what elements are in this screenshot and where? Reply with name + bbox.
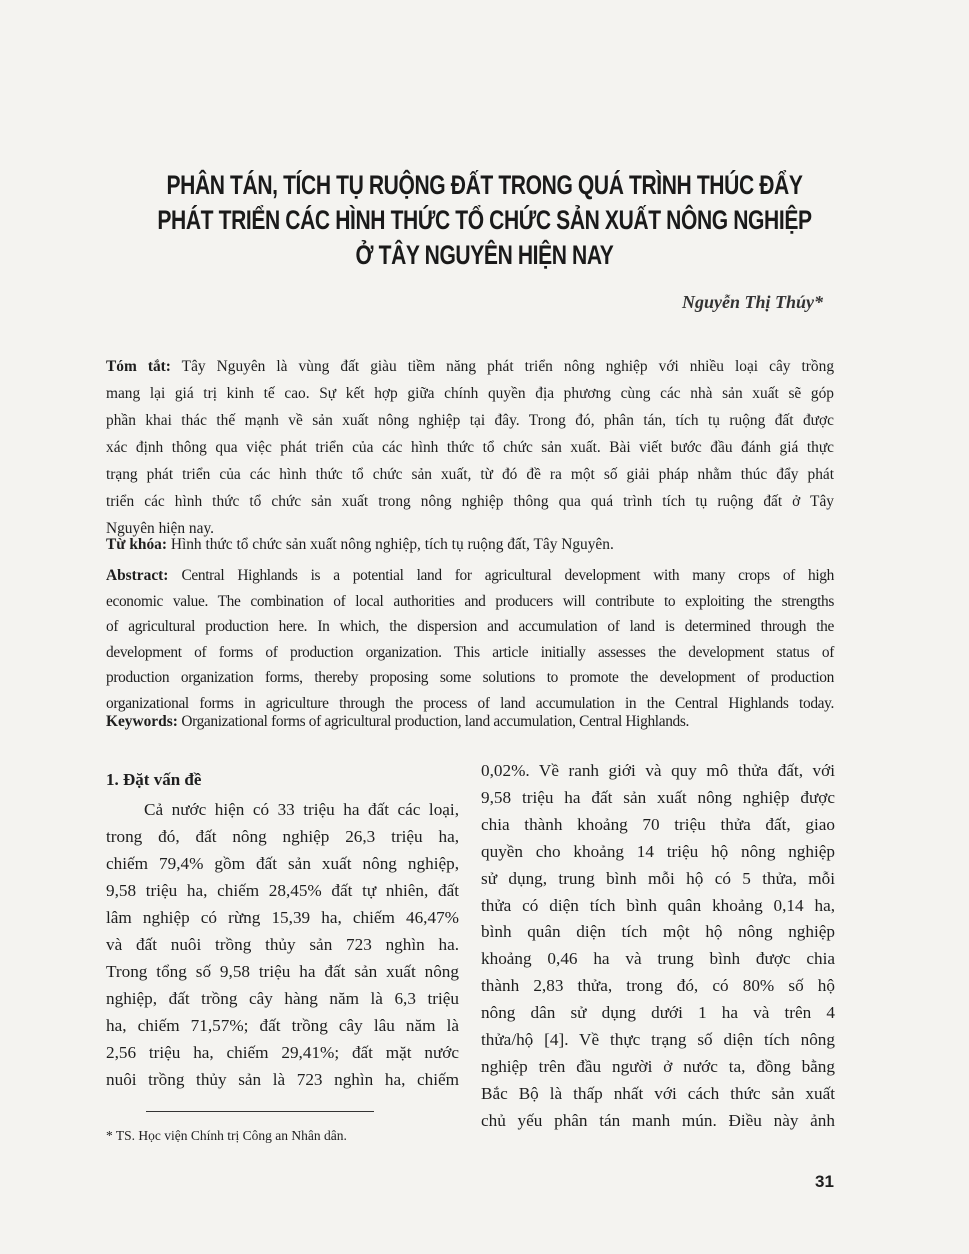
text-line [481,1000,835,1027]
text-line [106,877,459,904]
footnote: * TS. Học viện Chính trị Công an Nhân dân. [106,1128,347,1143]
text-line [106,407,834,434]
text-line [481,866,835,893]
keywords-vietnamese [106,531,834,558]
title-line: PHÁT TRIỂN CÁC HÌNH THỨC TỔ CHỨC SẢN XUẤT NÔNG NGHIỆP [157,205,812,235]
text-line [481,1054,835,1081]
text-line [481,973,835,1000]
line-text: 9,58 triệu ha đất sản xuất nông nghiệp được [481,787,835,807]
keywords-en-label: Keywords: [106,713,178,730]
line-text: Bắc Bộ là thấp nhất với cách thức sản xuất [481,1083,835,1103]
line-text: chủ yếu phân tán manh mún. Điều này ảnh [481,1110,835,1130]
text-line [481,785,835,812]
text-line [481,946,835,973]
article-title [0,168,969,273]
abstract-english [106,563,834,717]
line-text: Trong tổng số 9,58 triệu ha đất sản xuất nông [106,962,459,981]
footnote-divider [146,1111,374,1112]
text-line [106,1012,459,1039]
title-line: PHÂN TÁN, TÍCH TỤ RUỘNG ĐẤT TRONG QUÁ TRÌNH THÚC ĐẨY [166,170,803,200]
line-text: triển các hình thức tổ chức sản xuất trong nông nghiệp thông qua quá trình tích tụ ruộng đất ở Tây [106,493,834,510]
line-text: thửa có diện tích bình quân khoảng 0,14 ha, [481,895,835,915]
line-text: ha, chiếm 71,57%; đất trồng cây lâu năm là [106,1016,459,1035]
line-text: nông dân sử dụng dưới 1 ha và trên 4 [481,1003,835,1023]
text-line [106,461,834,488]
line-text: organizational forms in agriculture through the process of land accumulation in the Central Highlands today. [106,694,834,712]
line-text: xác định thông qua việc phát triển của các hình thức tổ chức sản xuất. Bài viết bước đầu đánh giá thực [106,439,834,456]
line-text: trong đó, đất nông nghiệp 26,3 triệu ha, [106,827,459,846]
abstract-vietnamese [106,353,834,542]
line-text: 0,02%. Về ranh giới và quy mô thửa đất, với [481,761,835,780]
text-line [106,614,834,640]
text-line [481,893,835,920]
line-text: phần khai thác thế mạnh về sản xuất nông nghiệp tại đây. Trong đó, phân tán, tích tụ ruộng đất được [106,412,834,429]
line-text: thành 2,83 thửa, trong đó, có 80% số hộ [481,976,835,996]
line-text: khoảng 0,46 ha và trung bình được chia [481,949,835,969]
text-line [106,931,459,958]
text-line [481,919,835,946]
body-column-right [481,758,835,1135]
keywords-vn-text: Hình thức tổ chức sản xuất nông nghiệp, tích tụ ruộng đất, Tây Nguyên. [166,536,614,553]
line-text: thửa/hộ [4]. Về thực trạng số diện tích nông [481,1030,835,1050]
section-heading: 1. Đặt vấn đề [106,770,202,789]
text-line [481,839,835,866]
text-line [481,1027,835,1054]
text-line [106,640,834,666]
line-text: và đất nuôi trồng thủy sản 723 nghìn ha. [106,935,459,954]
line-text: nghiệp, đất trồng cây hàng năm là 6,3 triệu [106,989,459,1008]
line-text: lâm nghiệp có rừng 15,39 ha, chiếm 46,47% [106,908,459,927]
line-text: mang lại giá trị kinh tế cao. Sự kết hợp giữa chính quyền địa phương cùng các nhà sản xuất sẽ góp [106,385,834,402]
text-line [106,823,459,850]
line-text: production organization forms, thereby proposing some solutions to promote the development of production [106,669,834,687]
line-text: Nguyên hiện nay. [106,520,214,537]
text-line [481,758,835,785]
line-text: Central Highlands is a potential land for agricultural development with many crops of high [168,567,834,584]
text-line [481,1108,835,1135]
page-number: 31 [815,1172,834,1191]
line-text: nghiệp trên đầu người ở nước ta, đồng bằng [481,1056,835,1076]
line-text: 9,58 triệu ha, chiếm 28,45% đất tự nhiên, đất [106,881,459,900]
line-text: bình quân diện tích một hộ nông nghiệp [481,922,835,942]
text-line [106,904,459,931]
text-line [106,958,459,985]
line-text: economic value. The combination of local authorities and producers will contribute to exploiting the strengths [106,592,834,610]
text-line [106,488,834,515]
keywords-english [106,709,834,735]
author-name: Nguyễn Thị Thúy* [681,292,823,312]
line-text: Tây Nguyên là vùng đất giàu tiềm năng phát triển nông nghiệp với nhiều loại cây trồng [170,358,835,375]
text-line [481,812,835,839]
body-column-left [106,796,459,1093]
line-text: 2,56 triệu ha, chiếm 29,41%; đất mặt nước [106,1043,459,1062]
text-line [106,1039,459,1066]
line-text: nuôi trồng thủy sản là 723 nghìn ha, chiếm [106,1070,459,1089]
text-line [481,1081,835,1108]
text-line [106,850,459,877]
text-line [106,985,459,1012]
text-line [106,380,834,407]
text-line [106,796,459,823]
abstract-label: Tóm tắt: [106,358,171,375]
text-line [106,563,834,589]
line-text: chia thành khoảng 70 triệu thửa đất, giao [481,814,835,834]
keywords-vn-label: Từ khóa: [106,536,167,553]
text-line [106,1066,459,1093]
keywords-en-text: Organizational forms of agricultural production, land accumulation, Central Highlands. [177,713,690,730]
text-line [106,353,834,380]
line-text: sử dụng, trung bình mỗi hộ có 5 thửa, mỗi [481,868,835,888]
line-text: development of forms of production organization. This article initially assesses the development status of [106,643,834,661]
abstract-label: Abstract: [106,567,169,584]
title-line: Ở TÂY NGUYÊN HIỆN NAY [355,240,614,270]
line-text: trạng phát triển của các hình thức tổ chức sản xuất, từ đó đề ra một số giải pháp nhằm thúc đẩy phát [106,466,834,483]
line-text: of agricultural production here. In which, the dispersion and accumulation of land is determined through the [106,618,834,636]
text-line [106,434,834,461]
line-text: chiếm 79,4% gồm đất sản xuất nông nghiệp, [106,854,459,873]
line-text: Cả nước hiện có 33 triệu ha đất các loại, [144,800,459,819]
text-line [106,589,834,615]
text-line [106,665,834,691]
line-text: quyền cho khoảng 14 triệu hộ nông nghiệp [481,841,835,861]
